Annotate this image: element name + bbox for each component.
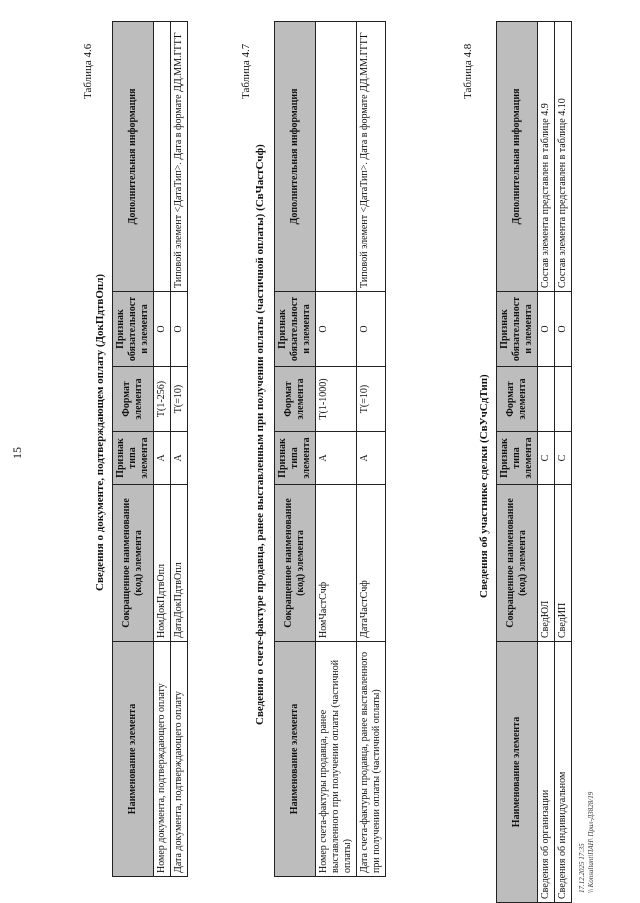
header-cell: Признак обязательности элемента — [275, 292, 316, 367]
table-row — [538, 22, 555, 903]
table-cell: Сведения об организации — [538, 642, 555, 903]
table-cell: А — [171, 432, 188, 485]
table-cell: О — [171, 292, 188, 367]
table-row — [316, 22, 357, 877]
table-row — [357, 22, 386, 877]
table-header-row — [113, 22, 154, 877]
header-cell: Признак типа элемента — [497, 432, 538, 485]
table-cell — [316, 22, 357, 292]
table-cell: T(=10) — [171, 367, 188, 432]
table-row — [555, 22, 572, 903]
print-stamp-path: \\ Konsultant\ПАН\ Прил-ДЗ828/19 — [586, 791, 595, 893]
table-cell: О — [154, 292, 171, 367]
header-cell: Формат элемента — [275, 367, 316, 432]
table-4-7-label: Таблица 4.7 — [240, 43, 252, 99]
table-cell: С — [555, 432, 572, 485]
table-cell: СведИП — [555, 485, 572, 642]
page-number: 15 — [10, 447, 24, 459]
table-4-6 — [112, 21, 188, 877]
table-cell: Сведения об индивидуальном — [555, 642, 572, 903]
header-cell: Признак типа элемента — [113, 432, 154, 485]
table-cell: А — [357, 432, 386, 485]
table-4-7 — [274, 21, 386, 877]
table-cell: Дата документа, подтверждающего оплату — [171, 642, 188, 877]
table-cell: А — [316, 432, 357, 485]
header-cell: Наименование элемента — [113, 642, 154, 877]
table-cell: С — [538, 432, 555, 485]
table-cell: Номер документа, подтверждающего оплату — [154, 642, 171, 877]
table-cell: О — [316, 292, 357, 367]
header-cell: Дополнительная информация — [275, 22, 316, 292]
print-stamp — [578, 792, 596, 893]
table-cell: О — [555, 292, 572, 367]
table-header-row — [275, 22, 316, 877]
table-cell: О — [357, 292, 386, 367]
table-cell: T(=10) — [357, 367, 386, 432]
header-cell: Дополнительная информация — [497, 22, 538, 292]
table-cell: Типовой элемент <ДатаТип>. Дата в формате ДД.ММ.ГГГГ — [357, 22, 386, 292]
table-row — [171, 22, 188, 877]
table-cell: Номер счета-фактуры продавца, ранее выставленного при получении оплаты (частичной оплаты) — [316, 642, 357, 877]
header-cell: Формат элемента — [113, 367, 154, 432]
table-cell — [154, 22, 171, 292]
header-cell: Признак обязательности элемента — [497, 292, 538, 367]
table-4-7-title: Сведения о счете-фактуре продавца, ранее выставленным при получении оплаты (частичной оплаты) (СвЧастСчф) — [254, 144, 266, 725]
header-cell: Наименование элемента — [275, 642, 316, 877]
table-cell: НомДокПдтвОпл — [154, 485, 171, 642]
table-cell: Состав элемента представлен в таблице 4.9 — [538, 22, 555, 292]
header-cell: Наименование элемента — [497, 642, 538, 903]
table-header-row — [497, 22, 538, 903]
header-cell: Признак обязательности элемента — [113, 292, 154, 367]
table-cell: НомЧастСчф — [316, 485, 357, 642]
table-cell: ДатаЧастСчф — [357, 485, 386, 642]
table-cell: А — [154, 432, 171, 485]
header-cell: Сокращенное наименование (код) элемента — [497, 485, 538, 642]
table-cell: ДатаДокПдтвОпл — [171, 485, 188, 642]
header-cell: Сокращенное наименование (код) элемента — [275, 485, 316, 642]
table-cell: Типовой элемент <ДатаТип>. Дата в формате ДД.ММ.ГГГГ — [171, 22, 188, 292]
header-cell: Признак типа элемента — [275, 432, 316, 485]
table-cell: О — [538, 292, 555, 367]
table-cell: Состав элемента представлен в таблице 4.10 — [555, 22, 572, 292]
table-4-6-label: Таблица 4.6 — [82, 43, 94, 99]
table-4-8-label: Таблица 4.8 — [462, 43, 474, 99]
table-4-8 — [496, 21, 572, 903]
table-cell: T(1-1000) — [316, 367, 357, 432]
print-stamp-date: 17.12.2025 17:35 — [578, 843, 586, 893]
table-cell: Дата счета-фактуры продавца, ранее выставленного при получении оплаты (частичной оплаты) — [357, 642, 386, 877]
header-cell: Формат элемента — [497, 367, 538, 432]
header-cell: Сокращенное наименование (код) элемента — [113, 485, 154, 642]
table-4-8-title: Сведения об участнике сделки (СвУчСдТип) — [478, 374, 490, 598]
table-cell — [555, 367, 572, 432]
header-cell: Дополнительная информация — [113, 22, 154, 292]
table-row — [154, 22, 171, 877]
table-cell: СведЮЛ — [538, 485, 555, 642]
table-4-6-title: Сведения о документе, подтверждающем оплату (ДокПдтвОпл) — [94, 273, 106, 591]
table-cell: T(1-256) — [154, 367, 171, 432]
table-cell — [538, 367, 555, 432]
